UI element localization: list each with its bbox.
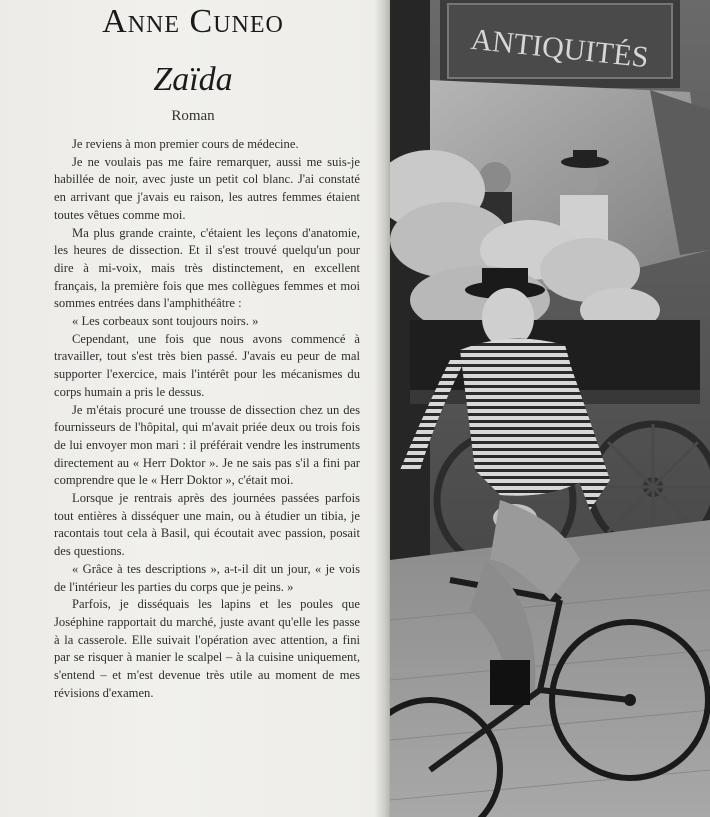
excerpt-paragraph: Ma plus grande crainte, c'étaient les leçons d'anatomie, les heures de dissection. Et il s'est trouvé quelqu'un pour dire à mi-voix, mais très distinctement, en excellent français, la première fois que mes collègues femmes et moi sommes entrées dans l'amphithéâtre : [54, 225, 360, 311]
excerpt-paragraph: Je reviens à mon premier cours de médecine. [72, 137, 299, 151]
excerpt-paragraph: Je ne voulais pas me faire remarquer, aussi me suis-je habillée de noir, avec juste un petit col blanc. J'ai constaté en arrivant que j'avais eu raison, les autres femmes étaient toutes vêtues comme moi. [54, 154, 360, 222]
excerpt-paragraph: Cependant, une fois que nous avons commencé à travailler, tout s'est très bien passé. J'avais eu peur de mal supporter l'exercice, mais l'intérêt pour les mécanismes du corps humain a pris le dessus. [54, 331, 360, 399]
author-name: Anne Cuneo [102, 3, 284, 40]
excerpt-paragraph: Lorsque je rentrais après des journées passées parfois tout entières à disséquer une main, ou à étudier un tibia, je racontais tout cela à Basil, qui écoutait avec passion, posait des questions. [54, 491, 360, 559]
shop-sign-text: ANTIQUITÉS [469, 22, 651, 75]
excerpt-paragraph: Je m'étais procuré une trousse de dissection chez un des fournisseurs de l'hôpital, qui m'avait priée deux ou trois fois de lui envoyer mon mari : il préférait vendre les instruments directement au « Herr Doktor ». Je ne sais pas s'il a fini par comprendre que le « Herr Doktor », c'était moi. [54, 402, 360, 488]
street-photo [390, 0, 710, 817]
street-photo-illustration [390, 0, 710, 817]
genre-label: Roman [171, 108, 215, 124]
book-title: Zaïda [153, 61, 233, 98]
excerpt-paragraph: « Grâce à tes descriptions », a-t-il dit un jour, « je vois de l'intérieur les parties du corps que je peins. » [54, 561, 360, 594]
excerpt-quote: « Les corbeaux sont toujours noirs. » [72, 314, 259, 329]
excerpt-paragraph: Parfois, je disséquais les lapins et les poules que Joséphine rapportait du marché, juste avant qu'elle les passe à la casserole. Elle suivait l'opération avec attention, a fini par se risquer à manier le scalpel – à la cuisine uniquement, s'entend – et m'est devenue très utile au moment de mes révisions d'examen. [54, 597, 360, 700]
excerpt-text [54, 136, 360, 703]
